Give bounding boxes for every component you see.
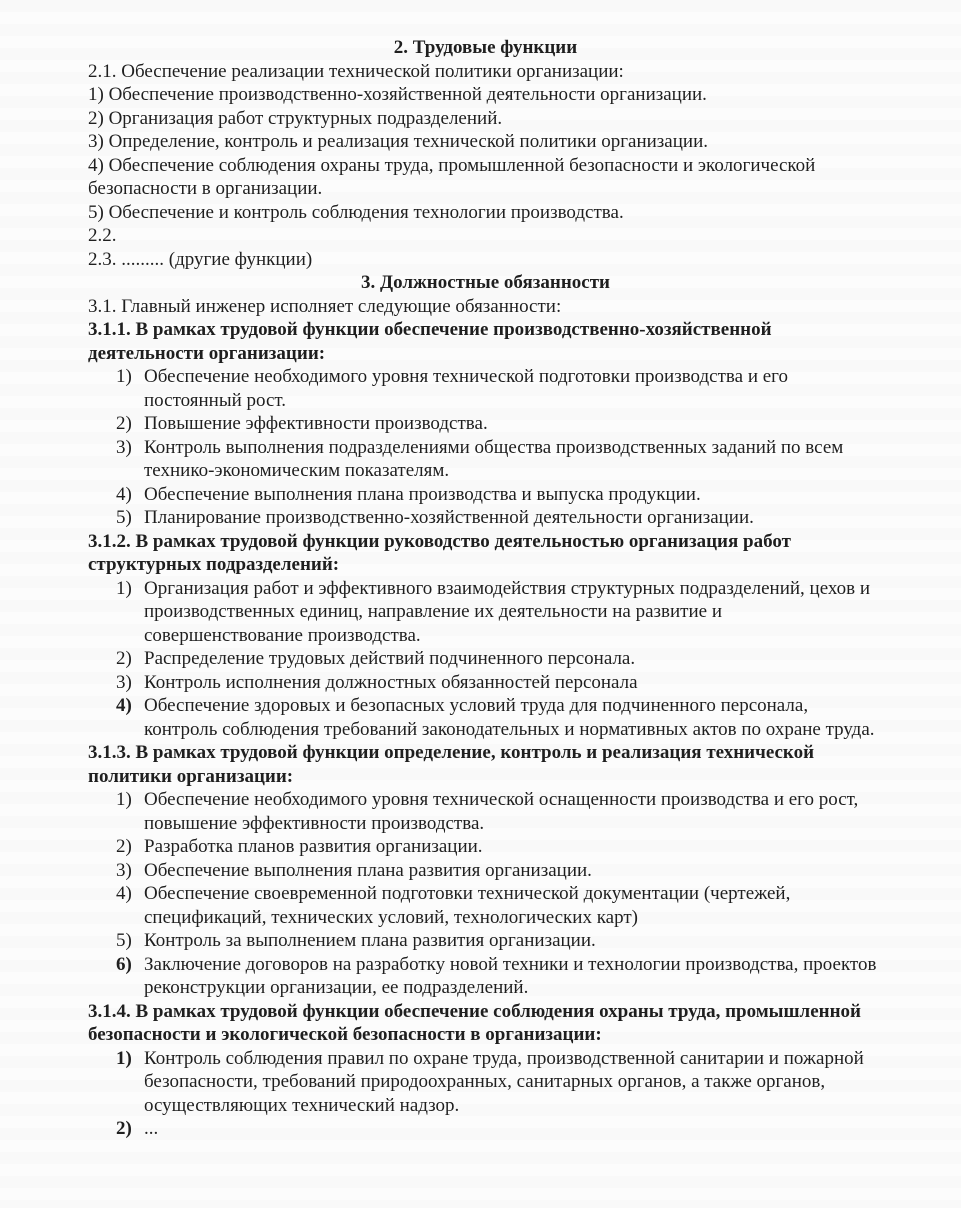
list-item	[88, 835, 883, 859]
list-item-text: Организация работ и эффективного взаимодействия структурных подразделений, цехов и производственных единиц, направление их деятельности на развитие и совершенствование производства.	[144, 577, 871, 646]
list-item-number: 1)	[116, 789, 132, 810]
list-item-number: 1)	[116, 577, 132, 599]
list-item-text: Обеспечение необходимого уровня технической оснащенности производства и его рост, повышение эффективности производства.	[144, 789, 859, 834]
subsection-title: 3.1.3. В рамках трудовой функции определение, контроль и реализация технической политики организации:	[88, 742, 815, 787]
list-item-text: Обеспечение выполнения плана развития организации.	[144, 859, 592, 881]
list-item-text: Контроль выполнения подразделениями общества производственных заданий по всем технико-экономическим показателям.	[144, 436, 844, 481]
list-item-number: 4)	[116, 483, 132, 505]
list-item	[88, 436, 883, 483]
paragraph: 5) Обеспечение и контроль соблюдения технологии производства.	[88, 201, 624, 223]
subsection-title: 3.1.1. В рамках трудовой функции обеспечение производственно-хозяйственной деятельности организации:	[88, 319, 772, 364]
list-item-number: 6)	[116, 953, 132, 975]
list-item-text: Обеспечение необходимого уровня технической подготовки производства и его постоянный рост.	[144, 366, 788, 411]
list-item	[88, 671, 883, 695]
list-item-number: 2)	[116, 413, 132, 434]
paragraph: 3.1. Главный инженер исполняет следующие обязанности:	[88, 295, 562, 317]
list-item	[88, 788, 883, 835]
paragraph: 4) Обеспечение соблюдения охраны труда, промышленной безопасности и экологической безопасности в организации.	[88, 154, 816, 199]
list-item	[88, 647, 883, 671]
list-item	[88, 365, 883, 412]
paragraph: 2) Организация работ структурных подразделений.	[88, 107, 503, 129]
list-item-number: 5)	[116, 930, 132, 951]
list-item-number: 3)	[116, 671, 132, 693]
list-item-text: Обеспечение своевременной подготовки технической документации (чертежей, спецификаций, технических условий, технологических карт)	[144, 883, 791, 928]
list-item	[88, 929, 883, 953]
list-item	[88, 506, 883, 530]
list-item-number: 4)	[116, 883, 132, 904]
list-item-number: 2)	[116, 648, 132, 669]
list-item	[88, 859, 883, 883]
list-item-number: 1)	[116, 366, 132, 387]
list-item-text: Контроль соблюдения правил по охране труда, производственной санитарии и пожарной безопасности, требований природоохранных, санитарных органов, а также органов, осуществляющих технический надзор.	[144, 1047, 864, 1116]
list-item-number: 3)	[116, 859, 132, 881]
section-heading: 3. Должностные обязанности	[361, 272, 610, 293]
list-item-text: Контроль за выполнением плана развития организации.	[144, 930, 596, 951]
list-item	[88, 953, 883, 1000]
list-item-text: Обеспечение здоровых и безопасных условий труда для подчиненного персонала, контроль соблюдения требований законодательных и нормативных актов по охране труда.	[144, 695, 875, 740]
list-item-text: Разработка планов развития организации.	[144, 836, 483, 857]
list-item	[88, 882, 883, 929]
list-item-text: ...	[144, 1118, 159, 1139]
list-item-number: 2)	[116, 836, 132, 857]
list-item-number: 1)	[116, 1047, 132, 1069]
list-item	[88, 694, 883, 741]
list-item	[88, 1047, 883, 1118]
list-item	[88, 577, 883, 648]
list-item-text: Распределение трудовых действий подчиненного персонала.	[144, 648, 636, 669]
subsection-title: 3.1.2. В рамках трудовой функции руководство деятельностью организация работ структурных подразделений:	[88, 530, 791, 575]
list-item	[88, 1117, 883, 1141]
paragraph: 2.2.	[88, 225, 117, 246]
subsection-title: 3.1.4. В рамках трудовой функции обеспечение соблюдения охраны труда, промышленной безопасности и экологической безопасности в организации:	[88, 1000, 861, 1045]
list-item-text: Повышение эффективности производства.	[144, 413, 488, 434]
paragraph: 2.3. ......... (другие функции)	[88, 248, 313, 270]
list-item	[88, 412, 883, 436]
paragraph: 3) Определение, контроль и реализация технической политики организации.	[88, 131, 708, 152]
list-item-text: Заключение договоров на разработку новой техники и технологии производства, проектов реконструкции организации, ее подразделений.	[144, 953, 877, 998]
list-item-text: Контроль исполнения должностных обязанностей персонала	[144, 671, 638, 693]
section-heading: 2. Трудовые функции	[393, 37, 578, 58]
list-item	[88, 483, 883, 507]
list-item-number: 4)	[116, 695, 132, 716]
list-item-number: 3)	[116, 436, 132, 458]
paragraph: 2.1. Обеспечение реализации технической политики организации:	[88, 60, 624, 82]
paragraph: 1) Обеспечение производственно-хозяйственной деятельности организации.	[88, 84, 707, 105]
list-item-number: 2)	[116, 1118, 132, 1139]
list-item-number: 5)	[116, 507, 132, 528]
list-item-text: Планирование производственно-хозяйственной деятельности организации.	[144, 507, 754, 528]
list-item-text: Обеспечение выполнения плана производства и выпуска продукции.	[144, 483, 701, 505]
